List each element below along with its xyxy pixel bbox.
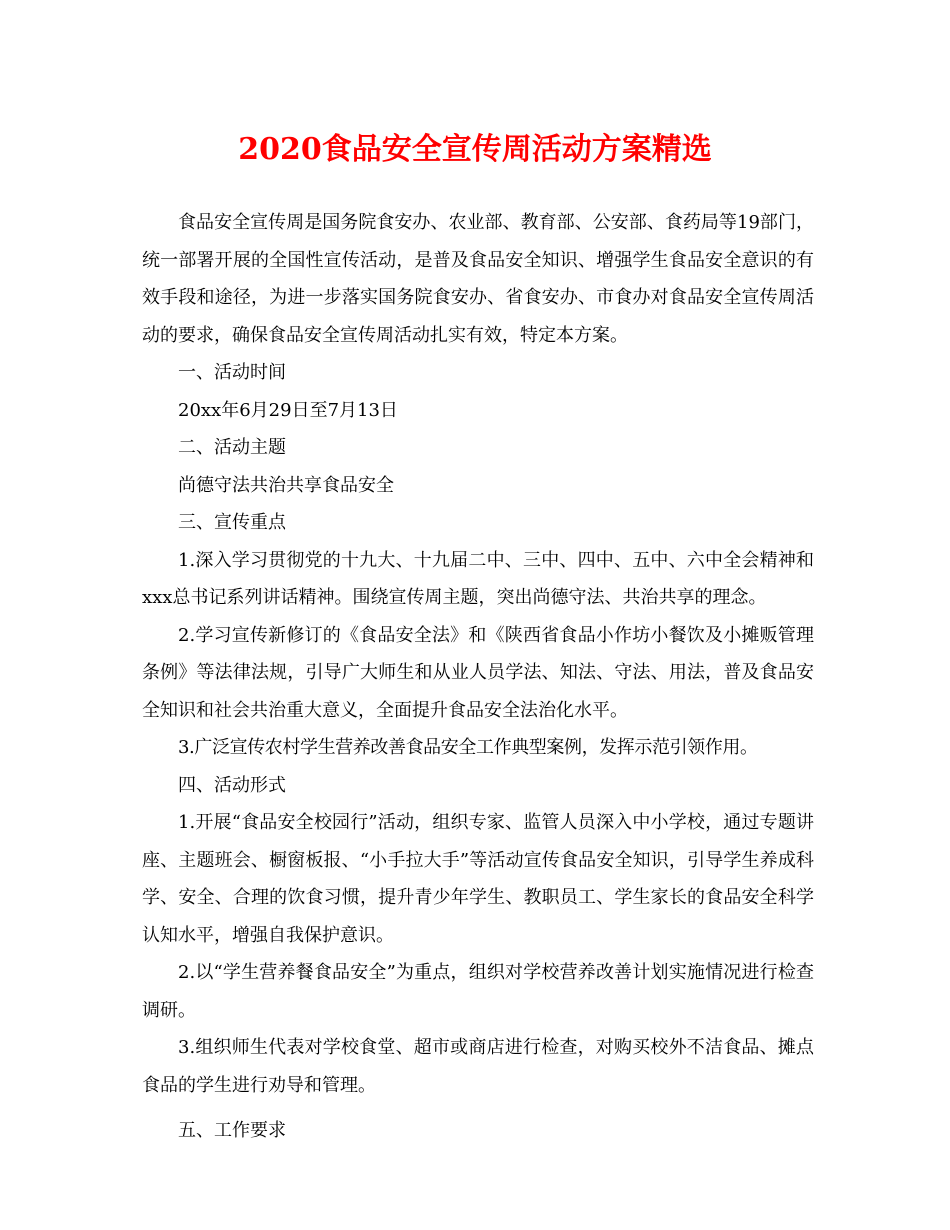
section-heading-requirements: 五、工作要求	[178, 1120, 286, 1141]
focus-item-3: 3.广泛宣传农村学生营养改善食品安全工作典型案例，发挥示范引领作用。	[178, 737, 758, 758]
activity-date: 20xx年6月29日至7月13日	[178, 399, 398, 421]
section-heading-focus: 三、宣传重点	[178, 512, 286, 533]
intro-paragraph: 食品安全宣传周是国务院食安办、农业部、教育部、公安部、食药局等19部门，统一部署开展的全国性宣传活动，是普及食品安全知识、增强学生食品安全意识的有效手段和途径，为进一步落实国务院食安办、省食安办、市食办对食品安全宣传周活动的要求，确保食品安全宣传周活动扎实有效，特定本方案。	[142, 212, 814, 346]
document-title: 2020食品安全宣传周活动方案精选	[238, 132, 712, 167]
section-heading-time: 一、活动时间	[178, 362, 286, 383]
form-item-1: 1.开展“食品安全校园行”活动，组织专家、监管人员深入中小学校，通过专题讲座、主题班会、橱窗板报、“小手拉大手”等活动宣传食品安全知识，引导学生养成科学、安全、合理的饮食习惯，提升青少年学生、教职员工、学生家长的食品安全科学认知水平，增强自我保护意识。	[142, 812, 814, 946]
section-heading-form: 四、活动形式	[178, 774, 286, 796]
section-heading-theme: 二、活动主题	[178, 437, 286, 458]
document-body	[142, 204, 814, 1150]
form-item-3: 3.组织师生代表对学校食堂、超市或商店进行检查，对购买校外不洁食品、摊点食品的学生进行劝导和管理。	[142, 1037, 814, 1096]
paragraph-gap	[142, 1104, 814, 1112]
focus-item-1: 1.深入学习贯彻党的十九大、十九届二中、三中、四中、五中、六中全会精神和xxx总书记系列讲话精神。围绕宣传周主题，突出尚德守法、共治共享的理念。	[142, 549, 814, 608]
form-item-2: 2.以“学生营养餐食品安全”为重点，组织对学校营养改善计划实施情况进行检查调研。	[142, 962, 814, 1021]
focus-item-2: 2.学习宣传新修订的《食品安全法》和《陕西省食品小作坊小餐饮及小摊贩管理条例》等法律法规，引导广大师生和从业人员学法、知法、守法、用法，普及食品安全知识和社会共治重大意义，全面提升食品安全法治化水平。	[142, 624, 814, 721]
activity-theme: 尚德守法共治共享食品安全	[178, 474, 394, 496]
